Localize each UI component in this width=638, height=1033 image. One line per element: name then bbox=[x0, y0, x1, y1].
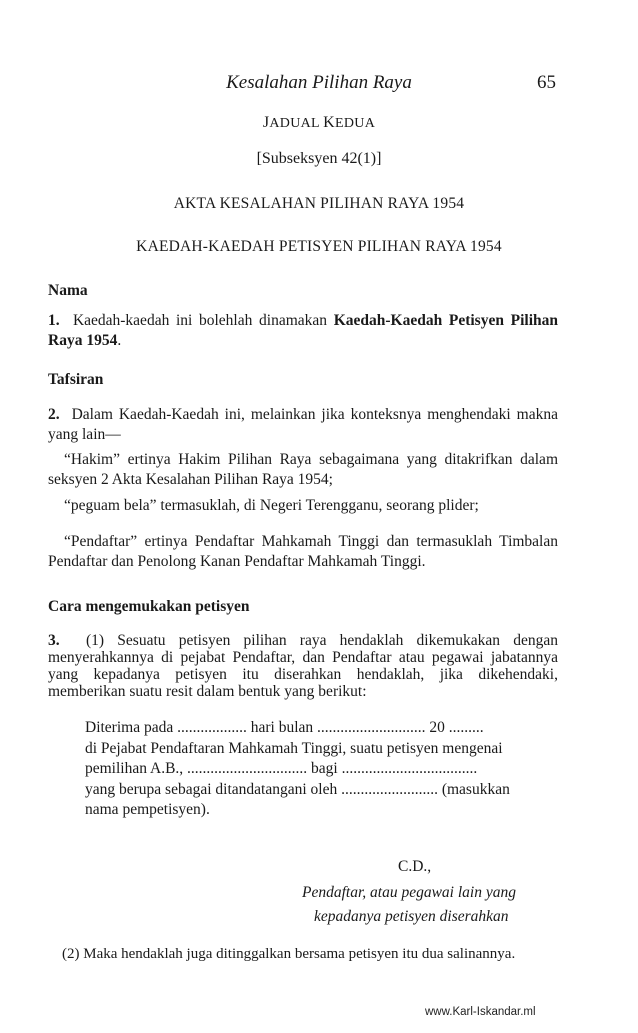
footer-website: www.Karl-Iskandar.ml bbox=[425, 1006, 536, 1018]
form-line-petitioner: nama pempetisyen). bbox=[85, 801, 210, 818]
act-title: AKTA KESALAHAN PILIHAN RAYA 1954 bbox=[173, 195, 465, 212]
rule-3-subsection-2: (2) Maka hendaklah juga ditinggalkan bersama petisyen itu dua salinannya. bbox=[62, 946, 516, 962]
rule-3-paragraph: 3. (1) Sesuatu petisyen pilihan raya hendaklah dikemukakan dengan menyerahkannya di pejabat Pendaftar, dan Pendaftar atau pegawai jabatannya yang kepadanya petisyen itu diserahkan hendaklah, jika dikehendaki, memberikan suatu resit dalam bentuk yang berikut: bbox=[48, 632, 558, 700]
signature-role-line1: Pendaftar, atau pegawai lain yang bbox=[302, 884, 516, 901]
form-line-signed: yang berupa sebagai ditandatangani oleh ......................... (masukkan bbox=[85, 780, 510, 798]
page-number: 65 bbox=[537, 72, 556, 93]
rule-1-paragraph: 1. Kaedah-kaedah ini bolehlah dinamakan Kaedah-Kaedah Petisyen Pilihan Raya 1954. bbox=[48, 312, 558, 349]
receipt-form bbox=[85, 718, 565, 821]
subsection-reference: [Subseksyen 42(1)] bbox=[256, 150, 382, 167]
running-header-title: Kesalahan Pilihan Raya bbox=[226, 72, 412, 93]
section-heading-cara: Cara mengemukakan petisyen bbox=[48, 598, 250, 615]
definition-peguam-bela: “peguam bela” termasuklah, di Negeri Terengganu, seorang plider; bbox=[64, 497, 479, 514]
schedule-title: JADUAL KEDUA bbox=[262, 114, 376, 131]
form-line-office: di Pejabat Pendaftaran Mahkamah Tinggi, suatu petisyen mengenai bbox=[85, 739, 503, 757]
signature-initials: C.D., bbox=[398, 858, 432, 875]
rule-2-paragraph: 2. Dalam Kaedah-Kaedah ini, melainkan jika konteksnya menghendaki makna yang lain— bbox=[48, 406, 558, 443]
section-heading-tafsiran: Tafsiran bbox=[48, 371, 104, 388]
definition-hakim: “Hakim” ertinya Hakim Pilihan Raya sebagaimana yang ditakrifkan dalam seksyen 2 Akta Kesalahan Pilihan Raya 1954; bbox=[48, 451, 558, 488]
rules-title: KAEDAH-KAEDAH PETISYEN PILIHAN RAYA 1954 bbox=[136, 238, 502, 255]
rule-number: 2. bbox=[48, 406, 60, 423]
rule-number: 1. bbox=[48, 312, 60, 329]
definition-pendaftar: “Pendaftar” ertinya Pendaftar Mahkamah Tinggi dan termasuklah Timbalan Pendaftar dan Penolong Kanan Pendaftar Mahkamah Tinggi. bbox=[48, 533, 558, 570]
form-line-received: Diterima pada .................. hari bulan ............................ 20 ......... bbox=[85, 719, 484, 736]
rule-number: 3. bbox=[48, 632, 60, 649]
signature-role-line2: kepadanya petisyen diserahkan bbox=[314, 908, 509, 925]
section-heading-nama: Nama bbox=[48, 282, 88, 299]
form-line-election: pemilihan A.B., ............................... bagi ................................... bbox=[85, 760, 478, 777]
